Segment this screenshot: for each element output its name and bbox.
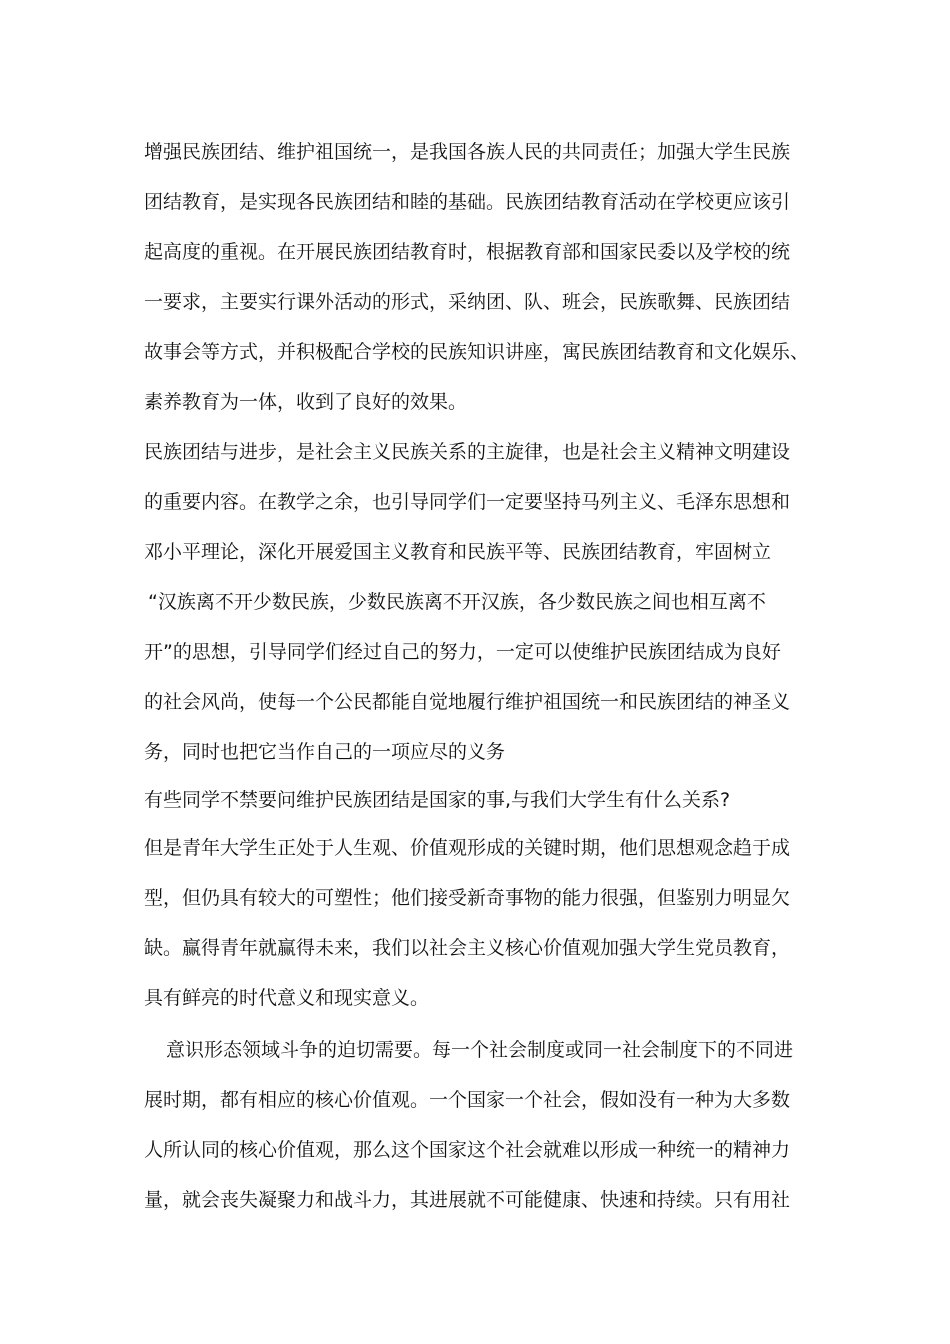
text-line: 的重要内容。在教学之余，也引导同学们一定要坚持马列主义、毛泽东思想和 [144,491,791,513]
text-line: 有些同学不禁要问维护民族团结是国家的事,与我们大学生有什么关系? [144,789,731,811]
text-line: 具有鲜亮的时代意义和现实意义。 [144,987,430,1009]
text-line: 民族团结与进步，是社会主义民族关系的主旋律，也是社会主义精神文明建设 [144,441,791,463]
text-line: 量，就会丧失凝聚力和战斗力，其进展就不可能健康、快速和持续。只有用社 [144,1189,791,1211]
text-line: 的社会风尚，使每一个公民都能自觉地履行维护祖国统一和民族团结的神圣义 [144,691,791,713]
text-line: 素养教育为一体，收到了良好的效果。 [144,391,468,413]
text-line: 故事会等方式，并积极配合学校的民族知识讲座，寓民族团结教育和文化娱乐、 [144,341,810,363]
text-line: 型，但仍具有较大的可塑性；他们接受新奇事物的能力很强，但鉴别力明显欠 [144,887,791,909]
text-line: 团结教育，是实现各民族团结和睦的基础。民族团结教育活动在学校更应该引 [144,191,791,213]
text-line: 务，同时也把它当作自己的一项应尽的义务 [144,741,506,763]
text-line: 但是青年大学生正处于人生观、价值观形成的关键时期，他们思想观念趋于成 [144,837,791,859]
text-line: 邓小平理论，深化开展爱国主义教育和民族平等、民族团结教育，牢固树立 [144,541,772,563]
text-line: “汉族离不开少数民族，少数民族离不开汉族，各少数民族之间也相互离不 [148,591,766,613]
text-line: 人所认同的核心价值观，那么这个国家这个社会就难以形成一种统一的精神力 [144,1139,791,1161]
text-line: 起高度的重视。在开展民族团结教育时，根据教育部和国家民委以及学校的统 [144,241,791,263]
text-line: 意识形态领域斗争的迫切需要。每一个社会制度或同一社会制度下的不同进 [166,1039,794,1061]
text-line: 开”的思想，引导同学们经过自己的努力，一定可以使维护民族团结成为良好 [144,641,781,663]
text-line: 缺。赢得青年就赢得未来，我们以社会主义核心价值观加强大学生党员教育， [144,937,791,959]
text-line: 一要求，主要实行课外活动的形式，采纳团、队、班会，民族歌舞、民族团结 [144,291,791,313]
text-line: 增强民族团结、维护祖国统一，是我国各族人民的共同责任；加强大学生民族 [144,141,791,163]
text-line: 展时期，都有相应的核心价值观。一个国家一个社会，假如没有一种为大多数 [144,1089,791,1111]
